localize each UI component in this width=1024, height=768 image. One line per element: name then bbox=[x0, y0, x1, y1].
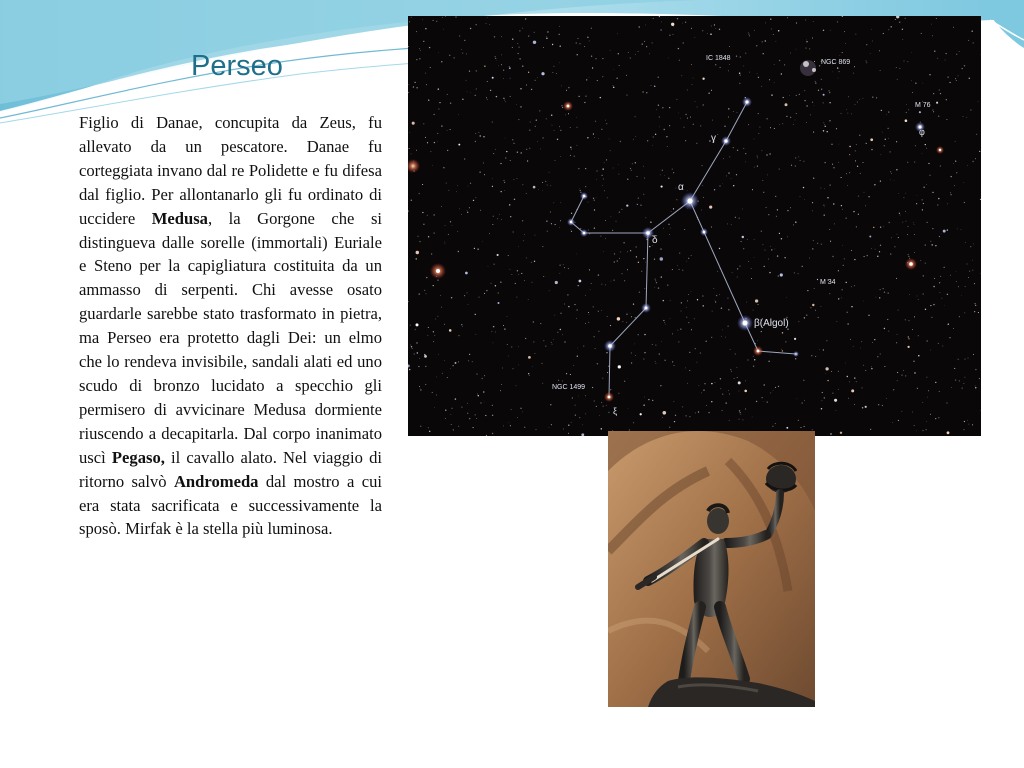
perseus-constellation-photo bbox=[408, 16, 981, 436]
label-algol: β(Algol) bbox=[754, 318, 789, 329]
text-run: il cavallo alato. Nel viaggio di ritorno salvò bbox=[79, 447, 382, 491]
body-paragraph bbox=[79, 111, 382, 541]
label-m76: M 76 bbox=[915, 102, 931, 109]
text-run: dal mostro a cui era stata sacrificata e successivamente la sposò. Mirfak è la stella più luminosa. bbox=[79, 471, 382, 539]
label-gamma: γ bbox=[711, 133, 716, 144]
slide-title: Perseo bbox=[191, 50, 283, 82]
perseus-statue-photo bbox=[608, 431, 815, 707]
bold-term: Pegaso, bbox=[111, 447, 165, 467]
label-alpha: α bbox=[678, 182, 684, 193]
text-run: Figlio di Danae, concupita da Zeus, fu allevato da un pescatore. Danae fu corteggiata invano dal re Polidette e fu difesa dal figlio. Per allontanarlo gli fu ordinato di uccidere bbox=[79, 113, 382, 228]
label-ngc1499: NGC 1499 bbox=[552, 384, 586, 391]
bold-term: Andromeda bbox=[173, 471, 259, 491]
label-ic1848: IC 1848 bbox=[706, 55, 731, 62]
bold-term: Medusa bbox=[151, 208, 208, 228]
text-run: , la Gorgone che si distingueva dalle sorelle (immortali) Euriale e Steno per la capigliatura costituita da un ammasso di serpenti. Chi avesse osato guardarle sarebbe stato trasformato in pietra, ma Perseo era protetto dagli Dei: un elmo che lo rendeva invisibile, sandali alati ed uno scudo di bronzo lucidato a specchio gli permisero di avvicinare Medusa dormiente riuscendo a decapitarla. Dal corpo inanimato uscì bbox=[79, 208, 383, 467]
label-delta: δ bbox=[652, 235, 658, 246]
label-phi: φ bbox=[919, 127, 925, 137]
label-ngc869: NGC 869 bbox=[821, 59, 851, 66]
label-m34: M 34 bbox=[820, 279, 836, 286]
label-xi: ξ bbox=[613, 406, 618, 416]
